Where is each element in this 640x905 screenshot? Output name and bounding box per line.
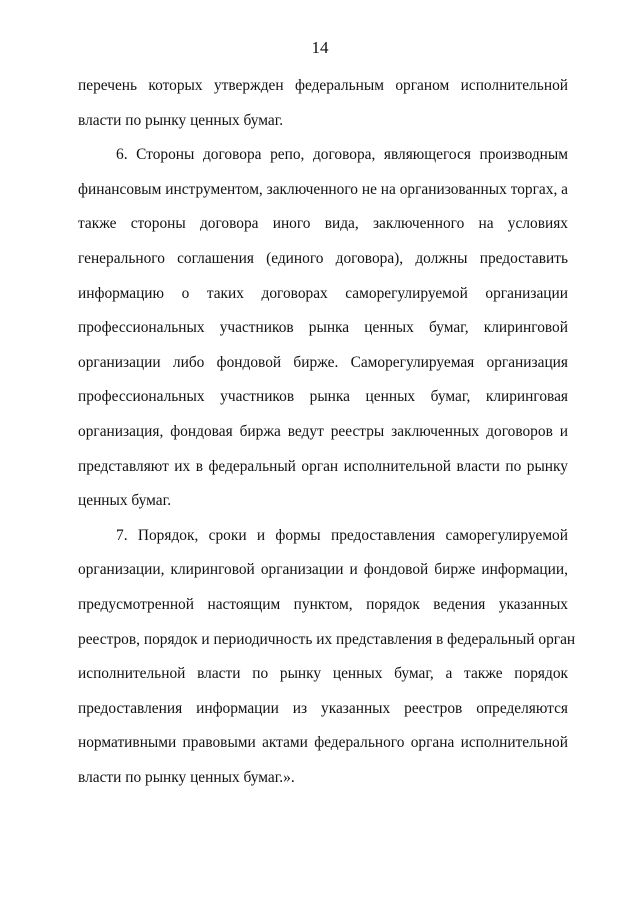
text-line: предусмотренной настоящим пунктом, порядок ведения указанных xyxy=(78,595,568,613)
text-line: 7. Порядок, сроки и формы предоставления саморегулируемой xyxy=(116,526,568,544)
text-line: профессиональных участников рынка ценных бумаг, клиринговой xyxy=(78,319,568,337)
text-line: исполнительной власти по рынку ценных бумаг, а также порядок xyxy=(78,665,568,683)
paragraph-item-7 xyxy=(78,519,576,796)
text-line: перечень которых утвержден федеральным органом исполнительной xyxy=(78,77,568,94)
text-line: власти по рынку ценных бумаг. xyxy=(78,111,284,129)
text-line: 6. Стороны договора репо, договора, являющегося производным xyxy=(116,146,568,164)
paragraph-continuation xyxy=(78,69,568,138)
text-line: финансовым инструментом, заключенного не на организованных торгах, а xyxy=(78,180,568,198)
text-line: информацию о таких договорах саморегулируемой организации xyxy=(78,284,568,302)
text-line: представляют их в федеральный орган исполнительной власти по рынку xyxy=(78,457,568,475)
text-line: власти по рынку ценных бумаг.». xyxy=(78,768,295,786)
paragraph-item-6 xyxy=(78,138,568,519)
page-number: 14 xyxy=(311,38,329,57)
text-line: организация, фондовая биржа ведут реестры заключенных договоров и xyxy=(78,422,568,440)
document-body xyxy=(78,69,576,795)
text-line: реестров, порядок и периодичность их представления в федеральный орган xyxy=(78,630,576,648)
text-line: также стороны договора иного вида, заключенного на условиях xyxy=(78,215,568,233)
text-line: организации либо фондовой бирже. Саморегулируемая организация xyxy=(78,353,568,371)
text-line: предоставления информации из указанных реестров определяются xyxy=(78,699,568,717)
text-line: ценных бумаг. xyxy=(78,492,172,510)
text-line: организации, клиринговой организации и фондовой бирже информации, xyxy=(78,561,568,579)
text-line: нормативными правовыми актами федерального органа исполнительной xyxy=(78,734,568,752)
text-line: профессиональных участников рынка ценных бумаг, клиринговая xyxy=(78,388,568,406)
text-line: генерального соглашения (единого договора), должны предоставить xyxy=(78,249,568,267)
